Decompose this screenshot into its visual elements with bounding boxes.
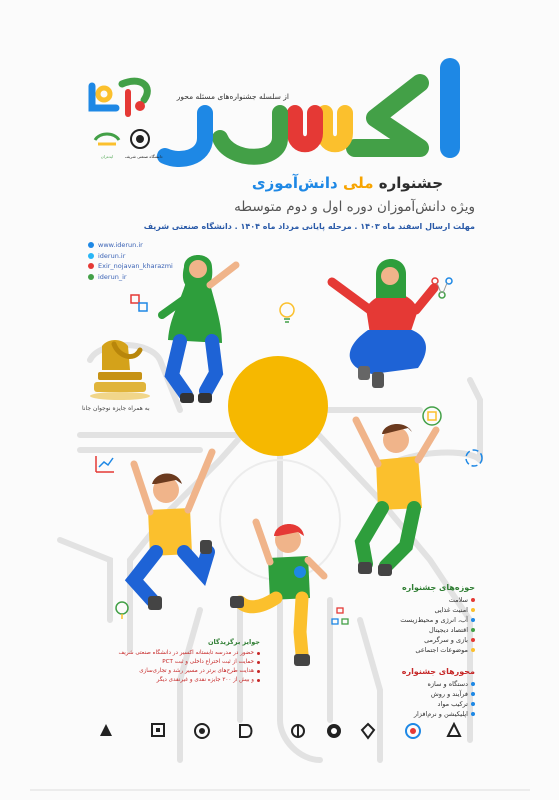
prizes-title: جوایز برگزیدگان [207,638,260,646]
target-audience: ویژه دانش‌آموزان دوره اول و دوم متوسطه [234,199,475,215]
prize-item: حضور در مدرسه تابستانه اکسیر در دانشگاه صنعتی شریف [90,649,260,658]
field-item: امنیت غذایی [400,605,475,615]
sponsor-logo [88,722,124,738]
sponsor-logo [228,722,264,740]
sponsor-logo [395,722,431,740]
field-item: اقتصاد دیجیتال [400,625,475,635]
emblem-logo-icon [359,722,377,740]
field-item: موضوعات اجتماعی [400,645,475,655]
subtitle-part-3: دانش‌آموزی [251,174,338,192]
contact-text: iderun.ir [98,251,126,260]
messenger-icon [88,274,94,280]
instagram-icon [88,263,94,269]
prizes-list [90,649,260,685]
axis-item: ترکیب مواد [402,699,475,709]
building-icon [150,722,166,738]
qr-logo-icon [404,722,422,740]
axes-list [402,679,475,719]
axes-section [402,667,475,719]
series-text: از سلسله جشنواره‌های مسئله محور [176,92,289,101]
fields-list [400,595,475,655]
bulb-icon [277,300,297,326]
subtitle-part-2: ملی [337,174,379,192]
axes-title: محورهای جشنواره [401,667,475,676]
boy-blue-left-figure [112,440,222,620]
field-item: بازی و سرگرمی [400,635,475,645]
sponsor-logo [280,722,316,740]
award-label: به همراه جایزه نوجوان جانا [82,405,150,412]
subtitle [252,174,443,192]
telegram-icon [88,253,94,259]
emblem-icon [98,722,114,738]
subtitle-part-1: جشنواره [378,174,443,192]
globe-icon [88,242,94,248]
sharif-logo [125,128,163,159]
seal-icon [193,722,211,740]
girl-green-figure [150,245,250,415]
axis-item: اپلیکیشن و نرم‌افزار [402,709,475,719]
iderun-label: ایده‌ران [100,154,114,159]
prize-item: حمایت از ثبت اختراع داخلی و ثبت PCT [90,658,260,667]
jana-award-trophy [88,336,152,402]
sponsor-logo [140,722,176,738]
sharif-label: دانشگاه صنعتی شریف [125,154,163,159]
sponsor-logo [184,722,220,740]
axis-item: دستگاه و سازه [402,679,475,689]
circle-logo-icon [237,722,255,740]
lion-emblem-icon [446,722,462,738]
sharif-emblem-icon [129,128,151,150]
puzzle-icon [128,292,150,314]
fields-title: حوزه‌های جشنواره [401,583,475,592]
figure-logo-icon [325,722,343,740]
dot-logo-icon [289,722,307,740]
girl-red-figure [322,248,442,398]
fields-section [400,583,475,655]
contact-text: www.iderun.ir [98,241,143,249]
prizes-section [90,638,260,685]
prize-item: و بیش از ۳۰۰ جایزه نقدی و غیرنقدی دیگر [90,676,260,685]
axis-item: فرآیند و روش [402,689,475,699]
prize-item: هدایت طرح‌های برتر در مسیر رشد و تجاری‌سازی [90,667,260,676]
contact-text: Exir_nojavan_kharazmi [98,262,173,270]
field-item: سلامت [400,595,475,605]
sponsor-logo [316,722,352,740]
boy-yellow-right-figure [336,404,446,584]
iderun-icon [92,128,122,150]
contact-text: iderun_ir [98,272,127,281]
festival-title [150,58,480,173]
sponsor-logo [436,722,472,738]
iderun-logo [92,128,122,159]
field-item: آب، انرژی و محیط‌زیست [400,615,475,625]
sponsor-logo [350,722,386,740]
cycle-icon [462,446,486,470]
deadline-line: مهلت ارسال اسفند ماه ۱۴۰۳ . مرحله پایانی مرداد ماه ۱۴۰۴ . دانشگاه صنعتی شریف [143,222,475,231]
